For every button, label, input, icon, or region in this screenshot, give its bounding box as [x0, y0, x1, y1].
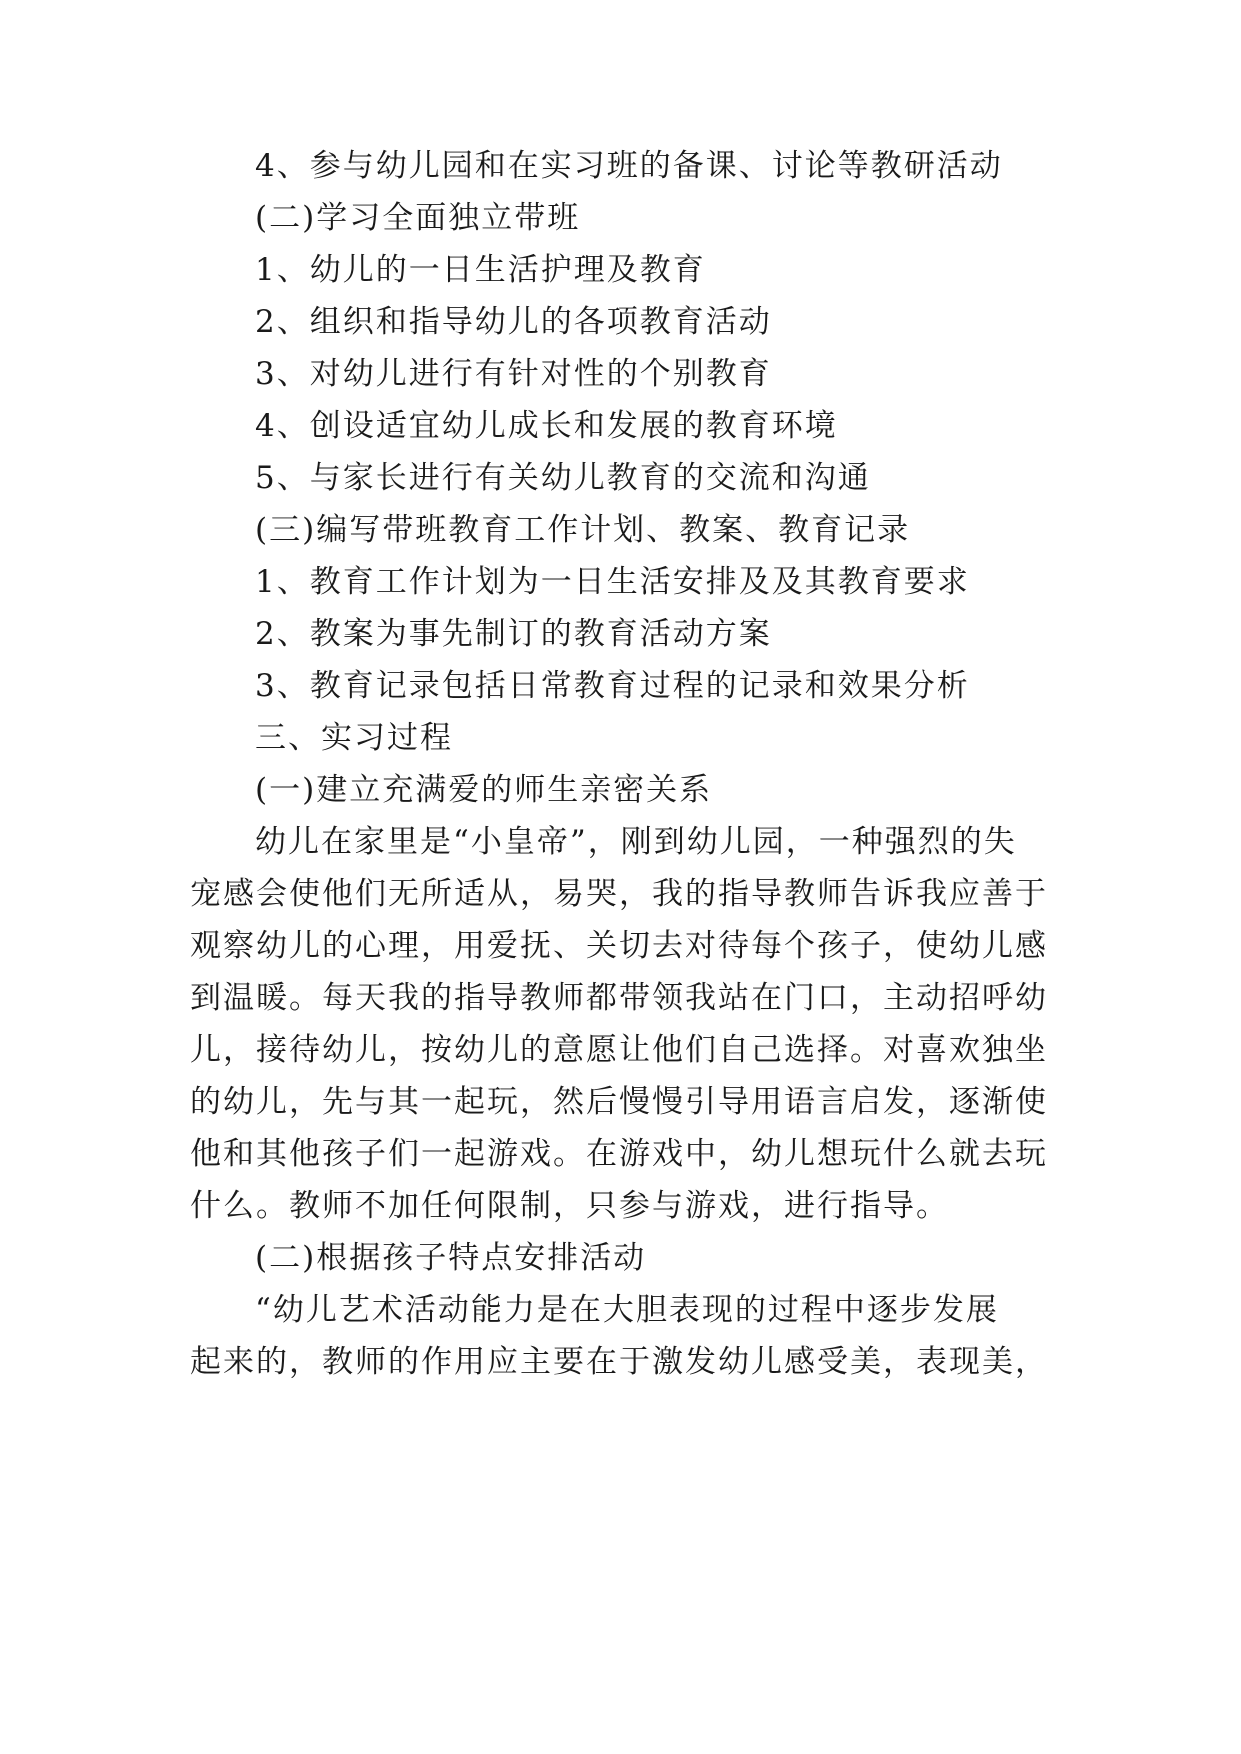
text-line: 1、教育工作计划为一日生活安排及及其教育要求 — [255, 564, 970, 600]
section-heading: (二)学习全面独立带班 — [255, 200, 581, 236]
paragraph-line: 观察幼儿的心理，用爱抚、关切去对待每个孩子，使幼儿感 — [190, 928, 1048, 964]
paragraph-line: 什么。教师不加任何限制，只参与游戏，进行指导。 — [190, 1188, 949, 1224]
paragraph-line: 幼儿在家里是“小皇帝”，刚到幼儿园，一种强烈的失 — [255, 824, 1017, 860]
text-line: 1、幼儿的一日生活护理及教育 — [255, 252, 706, 288]
paragraph-line: 他和其他孩子们一起游戏。在游戏中，幼儿想玩什么就去玩 — [190, 1136, 1048, 1172]
text-line: 4、创设适宜幼儿成长和发展的教育环境 — [255, 408, 838, 444]
text-line: 4、参与幼儿园和在实习班的备课、讨论等教研活动 — [255, 148, 1003, 184]
text-line: 2、组织和指导幼儿的各项教育活动 — [255, 304, 772, 340]
text-line: 2、教案为事先制订的教育活动方案 — [255, 616, 772, 652]
text-line: 3、教育记录包括日常教育过程的记录和效果分析 — [255, 668, 970, 704]
paragraph-line: 宠感会使他们无所适从，易哭，我的指导教师告诉我应善于 — [190, 876, 1048, 912]
section-heading: (一)建立充满爱的师生亲密关系 — [255, 772, 713, 808]
paragraph-line: 到温暖。每天我的指导教师都带领我站在门口，主动招呼幼 — [190, 980, 1048, 1016]
section-heading: 三、实习过程 — [255, 720, 453, 756]
section-heading: (三)编写带班教育工作计划、教案、教育记录 — [255, 512, 911, 548]
text-line: 3、对幼儿进行有针对性的个别教育 — [255, 356, 772, 392]
paragraph-line: “幼儿艺术活动能力是在大胆表现的过程中逐步发展 — [255, 1292, 999, 1328]
section-heading: (二)根据孩子特点安排活动 — [255, 1240, 647, 1276]
text-line: 5、与家长进行有关幼儿教育的交流和沟通 — [255, 460, 871, 496]
paragraph-line: 的幼儿，先与其一起玩，然后慢慢引导用语言启发，逐渐使 — [190, 1084, 1048, 1120]
paragraph-line: 儿，接待幼儿，按幼儿的意愿让他们自己选择。对喜欢独坐 — [190, 1032, 1048, 1068]
paragraph-line: 起来的，教师的作用应主要在于激发幼儿感受美，表现美， — [190, 1344, 1048, 1380]
